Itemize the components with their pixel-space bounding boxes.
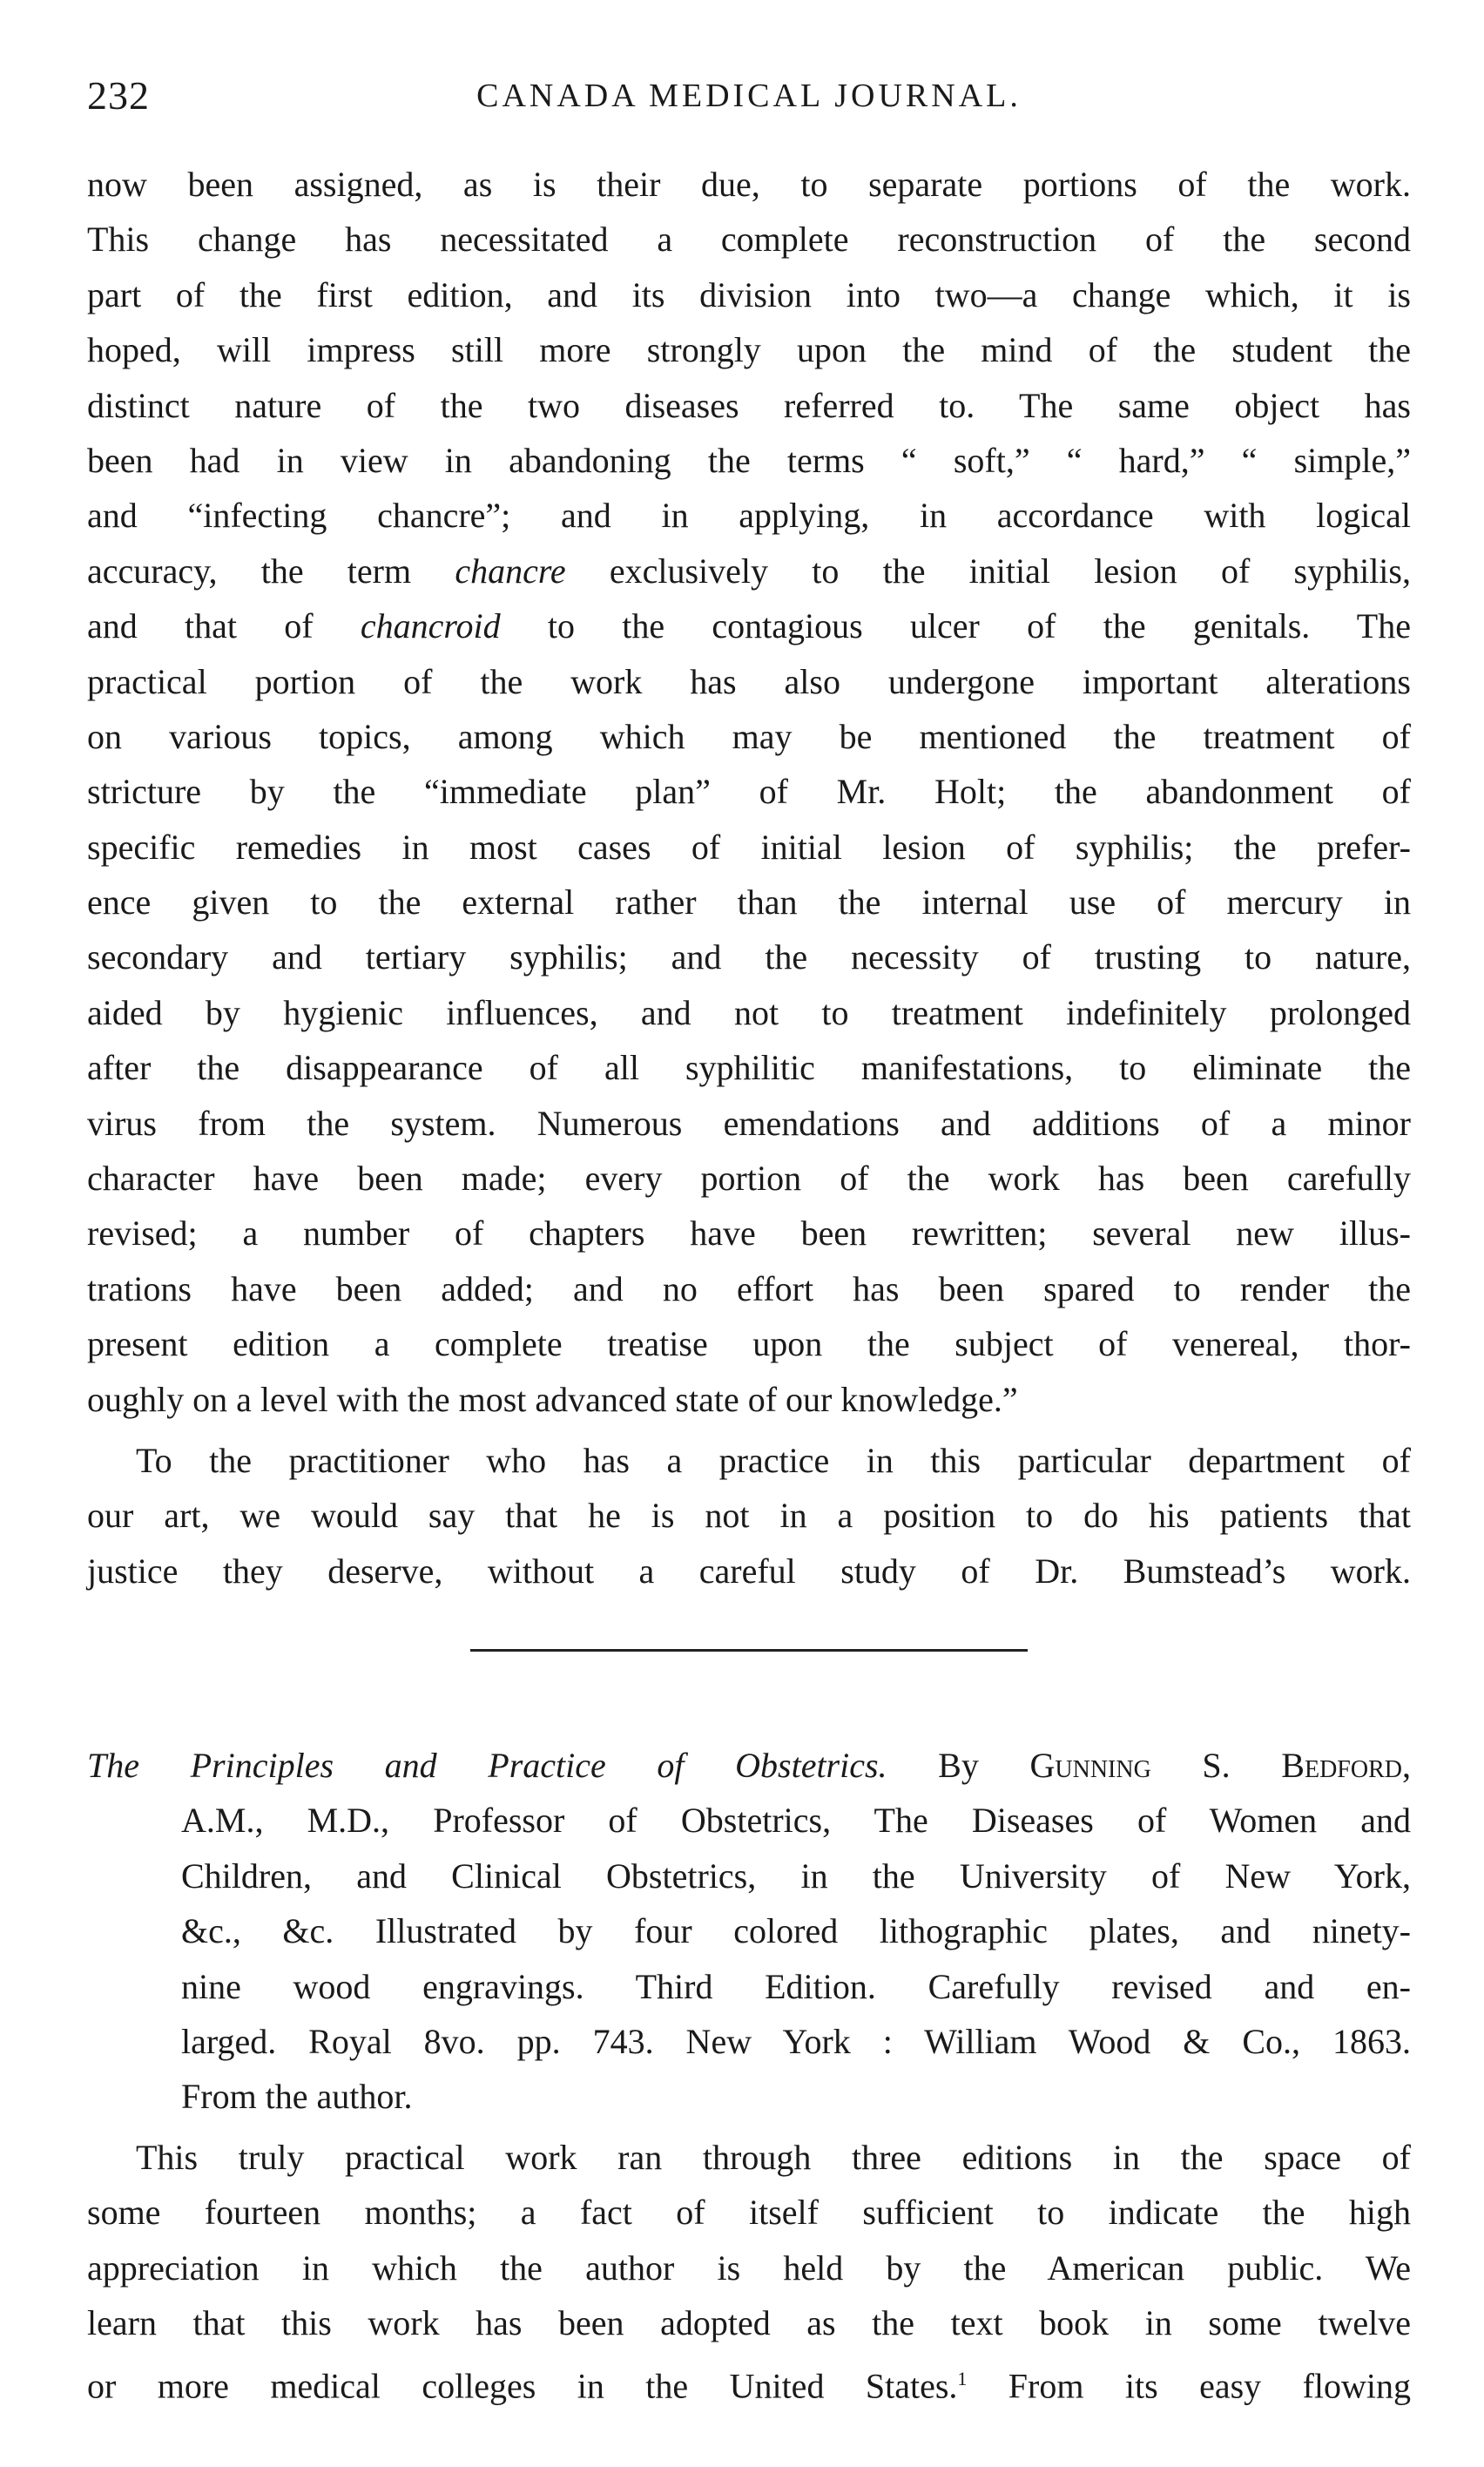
text-line: larged. Royal 8vo. pp. 743. New York : William Wood & Co., 1863. — [181, 2021, 1411, 2061]
text-line: justice they deserve, without a careful study of Dr. Bumstead’s work. — [87, 1551, 1411, 1591]
text-line: A.M., M.D., Professor of Obstetrics, The Diseases of Women and — [181, 1801, 1411, 1841]
running-head: CANADA MEDICAL JOURNAL. — [476, 78, 1022, 114]
text-line: been had in view in abandoning the terms “ soft,” “ hard,” “ simple,” — [87, 440, 1411, 480]
text-line: practical portion of the work has also undergone important alterations — [87, 661, 1411, 701]
section-divider — [470, 1649, 1028, 1652]
text-line: stricture by the “immediate plan” of Mr. Holt; the abandonment of — [87, 772, 1411, 812]
text-line: Children, and Clinical Obstetrics, in the University of New York, — [181, 1855, 1411, 1896]
text-line: appreciation in which the author is held by the American public. We — [87, 2247, 1411, 2288]
text-line: on various topics, among which may be mentioned the treatment of — [87, 716, 1411, 756]
text-line: oughly on a level with the most advanced state of our knowledge.” — [87, 1379, 1018, 1419]
text-line — [87, 598, 1411, 653]
text-line: some fourteen months; a fact of itself sufficient to indicate the high — [87, 2193, 1411, 2233]
text-line: secondary and tertiary syphilis; and the necessity of trusting to nature, — [87, 937, 1411, 977]
text-line: present edition a complete treatise upon the subject of venereal, thor- — [87, 1324, 1411, 1364]
text-line: character have been made; every portion of the work has been carefully — [87, 1159, 1411, 1199]
text-line: virus from the system. Numerous emendations and additions of a minor — [87, 1103, 1411, 1143]
text-line: ence given to the external rather than the internal use of mercury in — [87, 882, 1411, 923]
paragraph-review — [87, 2130, 1411, 2406]
text-line: This change has necessitated a complete reconstruction of the second — [87, 220, 1411, 260]
text-line: trations have been added; and no effort has been spared to render the — [87, 1268, 1411, 1308]
text-line: specific remedies in most cases of initial lesion of syphilis; the prefer- — [87, 827, 1411, 867]
text-fragment: or more medical colleges in the United States. — [87, 2365, 958, 2405]
text-line: This truly practical work ran through three editions in the space of — [136, 2138, 1411, 2177]
text-line: our art, we would say that he is not in a position to do his patients that — [87, 1496, 1411, 1536]
paragraph-continuation — [87, 157, 1411, 1427]
text-line: From the author. — [181, 2077, 413, 2117]
italic-term-chancroid: chancroid — [360, 606, 501, 646]
text-line: distinct nature of the two diseases referred to. The same object has — [87, 385, 1411, 425]
footnote-marker: 1 — [957, 2367, 968, 2389]
text-line: and “infecting chancre”; and in applying, in accordance with logical — [87, 496, 1411, 536]
text-line: now been assigned, as is their due, to separate portions of the work. — [87, 165, 1411, 204]
page-number: 232 — [87, 73, 150, 118]
text-line: To the practitioner who has a practice in this particular department of — [136, 1441, 1411, 1480]
text-fragment: exclusively to the initial lesion of syphilis, — [565, 551, 1411, 591]
book-title: The Principles and Practice of Obstetrics. — [87, 1746, 887, 1785]
text-line — [87, 544, 1411, 598]
text-line: part of the first edition, and its division into two—a change which, it is — [87, 274, 1411, 314]
paragraph-practitioner — [87, 1433, 1411, 1598]
book-author: Gunning S. Bedford, — [1029, 1746, 1411, 1785]
text-line: after the disappearance of all syphilitic manifestations, to eliminate the — [87, 1048, 1411, 1088]
text-line: revised; a number of chapters have been rewritten; several new illus- — [87, 1213, 1411, 1254]
text-line — [87, 2351, 1411, 2406]
text-line: &c., &c. Illustrated by four colored lithographic plates, and ninety- — [181, 1911, 1411, 1951]
italic-term-chancre: chancre — [455, 551, 566, 591]
text-line: aided by hygienic influences, and not to treatment indefinitely prolonged — [87, 992, 1411, 1032]
text-line: nine wood engravings. Third Edition. Carefully revised and en- — [181, 1966, 1411, 2006]
text-line: learn that this work has been adopted as the text book in some twelve — [87, 2303, 1411, 2343]
page-header — [87, 61, 1411, 131]
text-fragment: From its easy flowing — [967, 2365, 1412, 2405]
text-fragment: accuracy, the term — [87, 551, 455, 591]
text-line — [87, 1738, 1411, 1793]
text-fragment: and that of — [87, 606, 361, 646]
text-fragment: By — [887, 1746, 1030, 1785]
text-line: hoped, will impress still more strongly upon the mind of the student the — [87, 330, 1411, 370]
review-heading — [87, 1738, 1411, 2125]
text-fragment: to the contagious ulcer of the genitals. The — [500, 606, 1411, 646]
